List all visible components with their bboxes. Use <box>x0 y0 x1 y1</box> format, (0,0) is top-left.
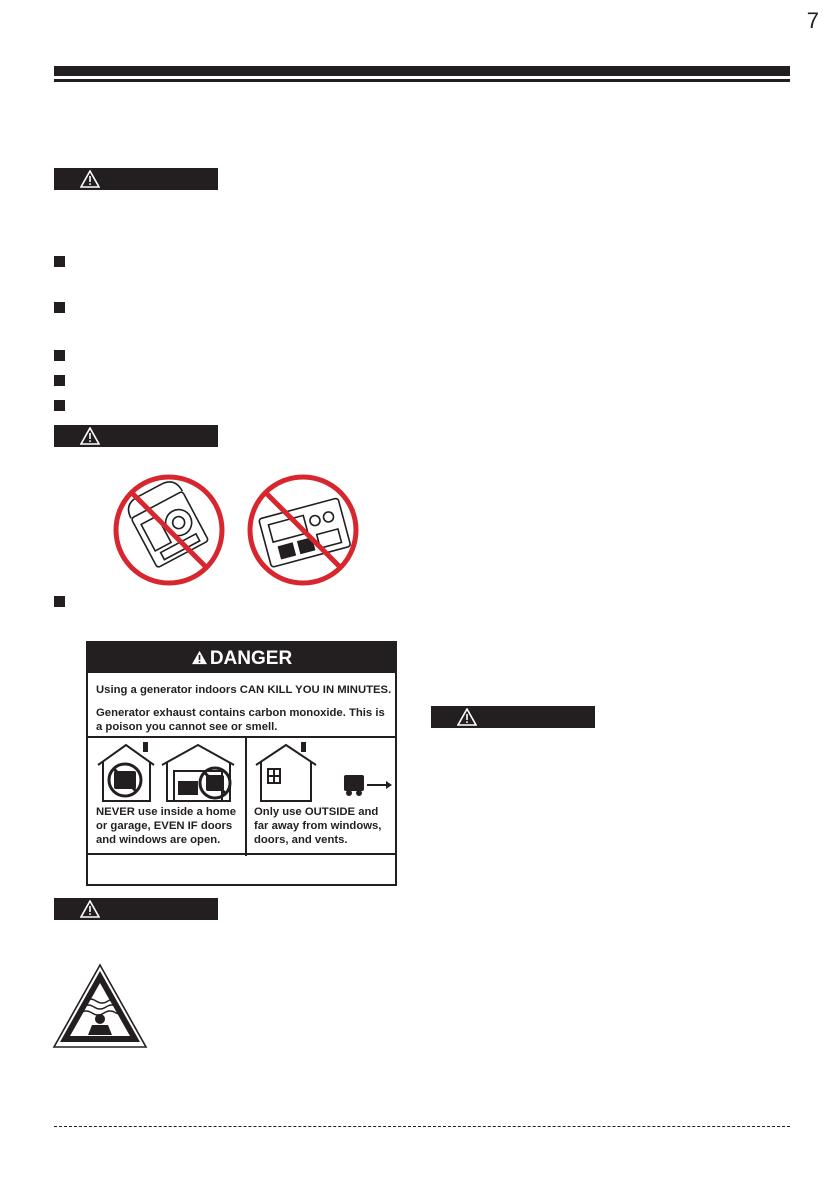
outdoor-instruction-line3: doors, and vents. <box>254 834 348 846</box>
toxic-fumes-hazard-icon <box>52 963 148 1049</box>
warning-triangle-icon <box>80 170 100 188</box>
header-bar <box>54 66 790 76</box>
warning-band <box>54 898 218 920</box>
bullet-square <box>54 256 65 267</box>
danger-warning-text: Using a generator indoors CAN KILL YOU IN MINUTES. <box>96 684 392 696</box>
bullet-square <box>54 350 65 361</box>
warning-triangle-icon <box>191 650 208 665</box>
warning-triangle-icon <box>80 900 100 918</box>
bullet-square <box>54 596 65 607</box>
outdoor-use-icon <box>252 741 392 803</box>
outdoor-instruction-line2: far away from windows, <box>254 820 382 832</box>
generator-on-side-prohibited-icon <box>245 472 361 588</box>
divider <box>88 736 395 738</box>
indoor-prohibited-icon <box>94 741 240 803</box>
generator-tilted-prohibited-icon <box>111 472 227 588</box>
outdoor-instruction-line1: Only use OUTSIDE and <box>254 806 379 818</box>
footer-rule <box>54 1126 790 1127</box>
danger-label <box>86 641 397 886</box>
warning-band <box>54 168 218 190</box>
danger-header <box>88 643 395 673</box>
warning-band <box>431 706 595 728</box>
bullet-square <box>54 375 65 386</box>
indoor-warning-line2: or garage, EVEN IF doors <box>96 820 233 832</box>
divider <box>245 738 247 856</box>
bullet-square <box>54 302 65 313</box>
divider <box>88 853 395 855</box>
danger-co-text-2: a poison you cannot see or smell. <box>96 721 278 733</box>
warning-triangle-icon <box>80 427 100 445</box>
header-rule <box>54 79 790 82</box>
warning-triangle-icon <box>457 708 477 726</box>
indoor-warning-line3: and windows are open. <box>96 834 221 846</box>
danger-co-text: Generator exhaust contains carbon monoxide. This is <box>96 707 385 719</box>
page-number: 7 <box>806 8 819 33</box>
warning-band <box>54 425 218 447</box>
indoor-warning-line1: NEVER use inside a home <box>96 806 236 818</box>
danger-title: DANGER <box>209 648 293 669</box>
bullet-square <box>54 400 65 411</box>
